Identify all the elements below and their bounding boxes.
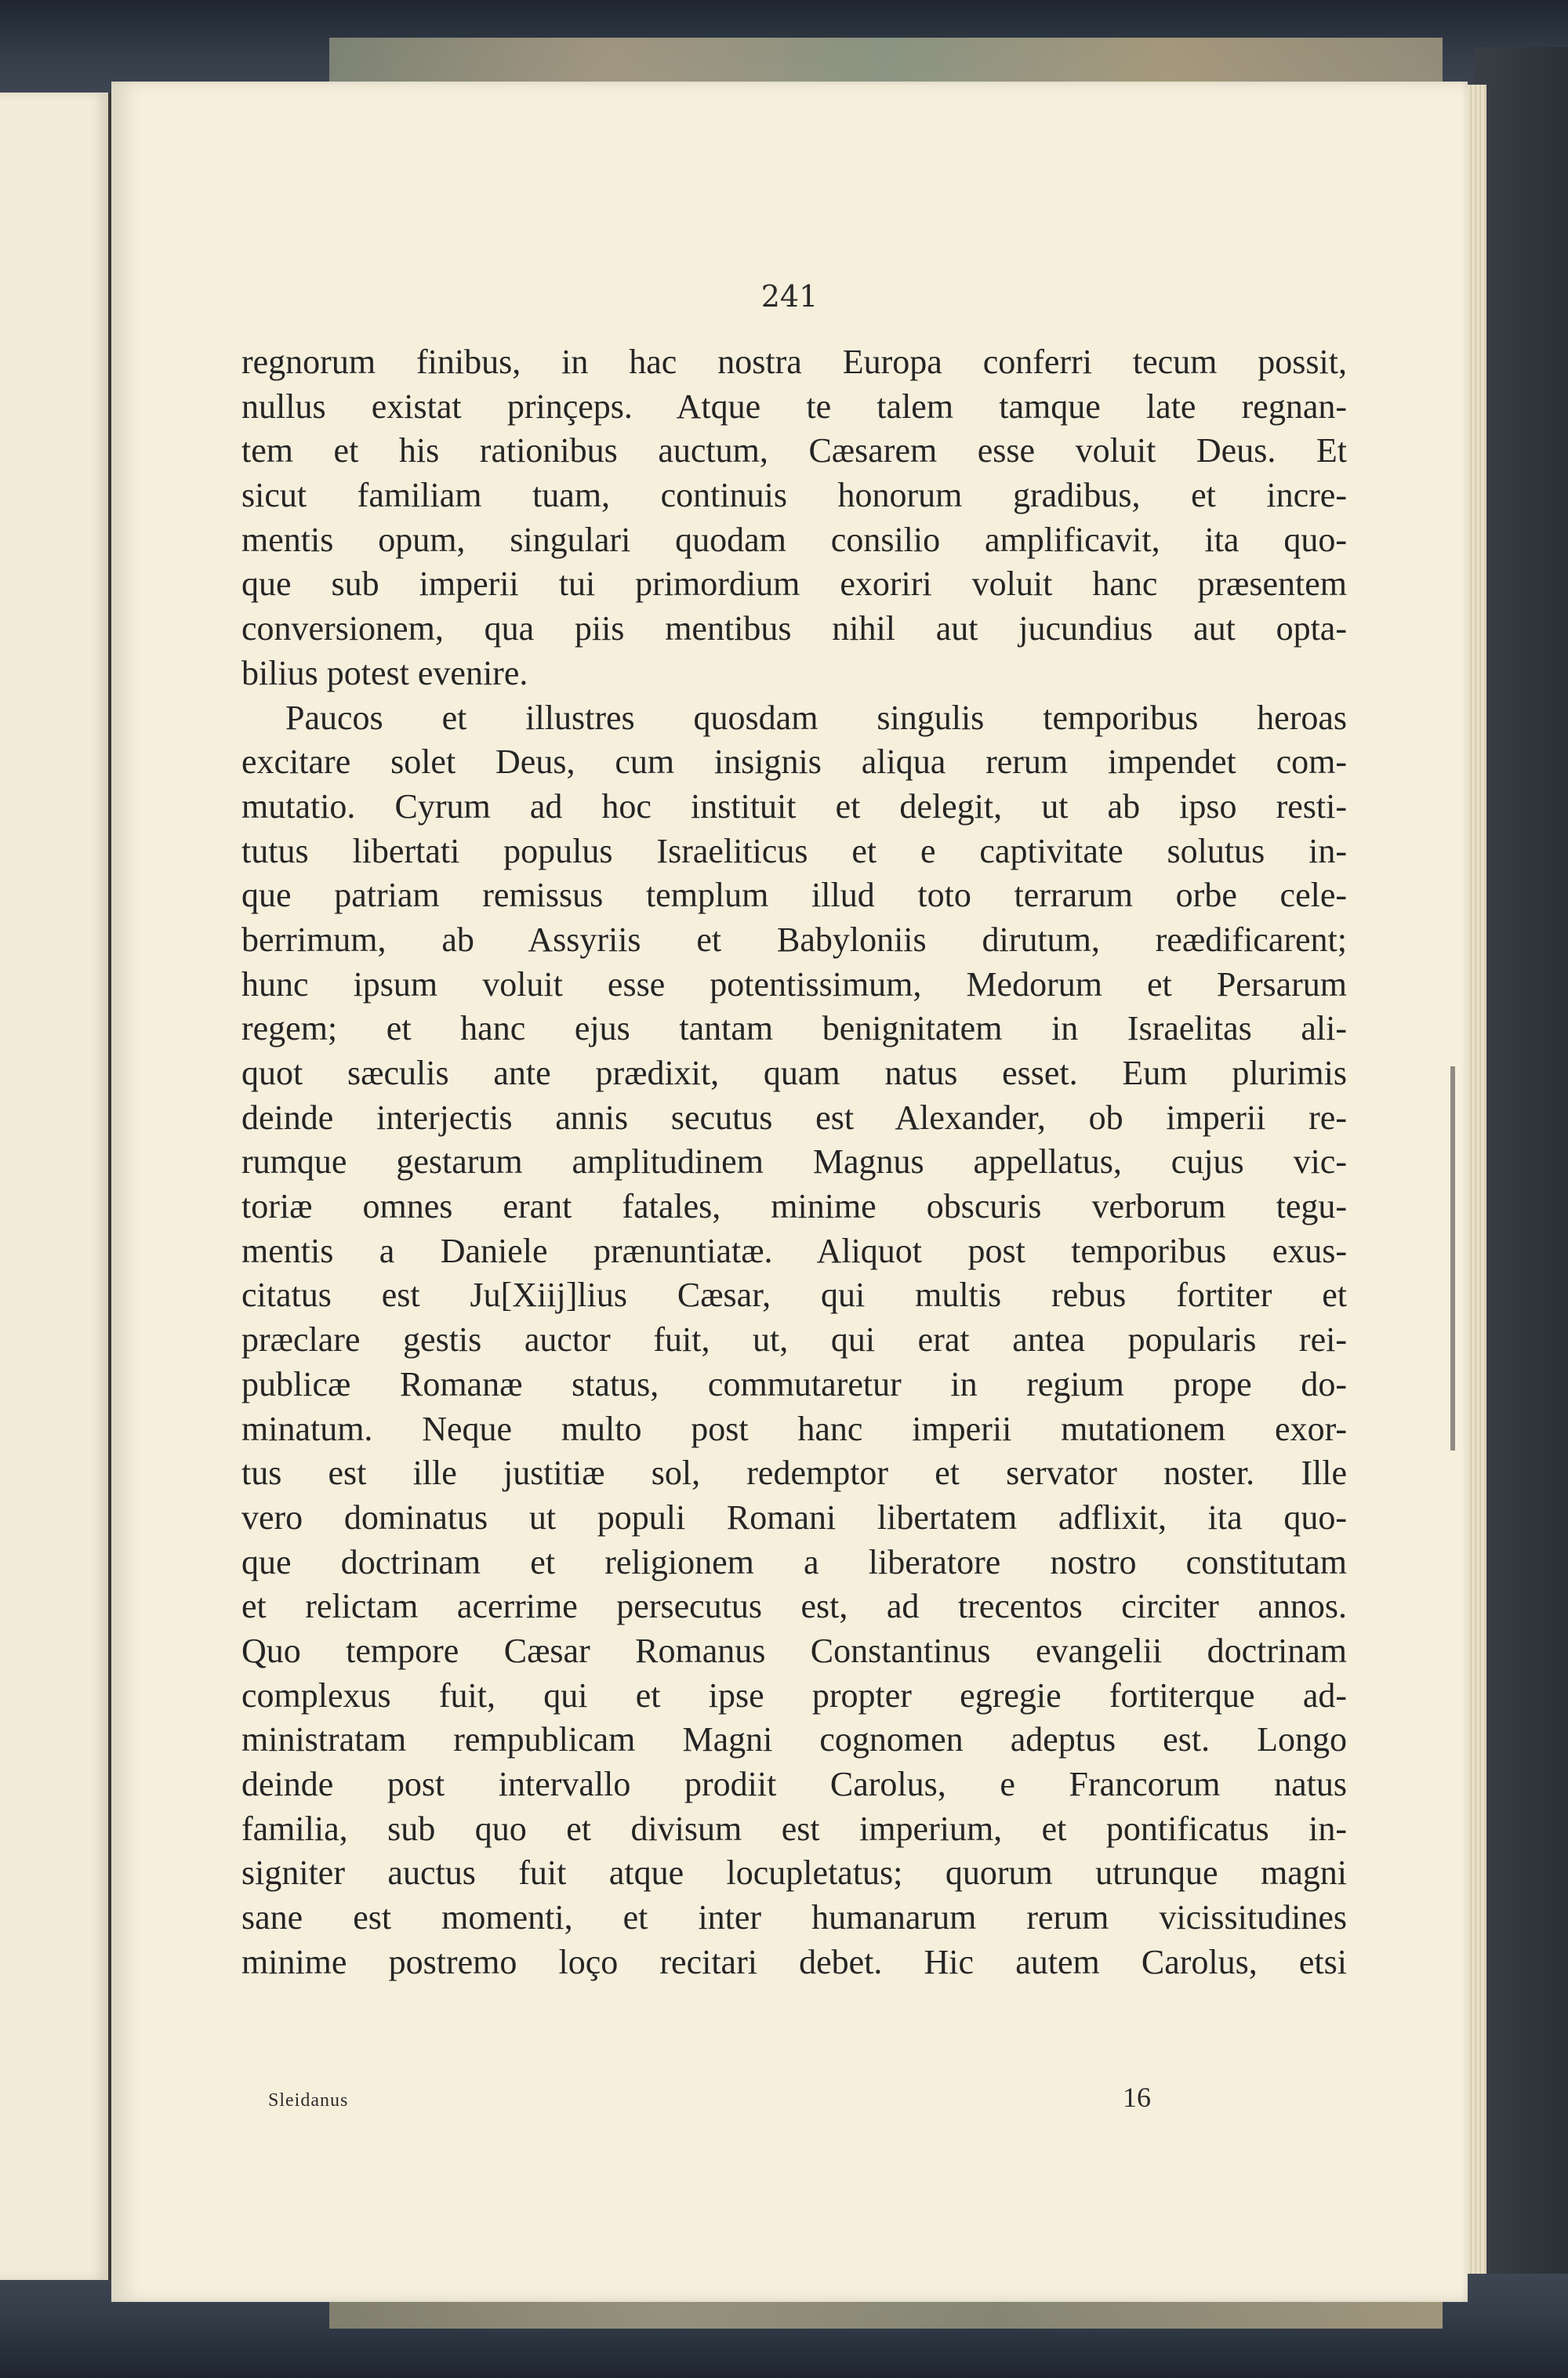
text-line: hunc ipsum voluit esse potentissimum, Medorum et Persarum: [241, 964, 1347, 1004]
signature-mark: Sleidanus: [268, 2090, 349, 2111]
text-line: regnorum finibus, in hac nostra Europa conferri tecum possit,: [241, 343, 1347, 381]
text-line: signiter auctus fuit atque locupletatus; quorum utrunque magni: [241, 1853, 1347, 1893]
book-page: [111, 82, 1468, 2302]
text-line: mutatio. Cyrum ad hoc instituit et delegit, ut ab ipso resti-: [241, 786, 1347, 826]
text-line: que sub imperii tui primordium exoriri voluit hanc præsentem: [241, 565, 1347, 604]
text-line: nullus existat prinçeps. Atque te talem tamque late regnan-: [241, 387, 1347, 426]
text-line: bilius potest evenire.: [241, 653, 528, 692]
text-line: sane est momenti, et inter humanarum rerum vicissitudines: [241, 1898, 1347, 1937]
text-line: Paucos et illustres quosdam singulis temporibus heroas: [285, 698, 1347, 737]
text-line: regem; et hanc ejus tantam benignitatem in Israelitas ali-: [241, 1009, 1347, 1048]
text-line: que doctrinam et religionem a liberatore nostro constitutam: [241, 1542, 1347, 1581]
text-line: minatum. Neque multo post hanc imperii mutationem exor-: [241, 1409, 1347, 1448]
text-line: minime postremo loço recitari debet. Hic autem Carolus, etsi: [241, 1942, 1347, 1981]
text-line: quot sæculis ante prædixit, quam natus esset. Eum plurimis: [241, 1054, 1347, 1092]
text-line: toriæ omnes erant fatales, minime obscuris verborum tegu-: [241, 1187, 1347, 1226]
text-line: deinde interjectis annis secutus est Alexander, ob imperii re-: [241, 1098, 1347, 1137]
text-line: excitare solet Deus, cum insignis aliqua rerum impendet com-: [241, 742, 1347, 782]
text-line: mentis opum, singulari quodam consilio amplificavit, ita quo-: [241, 520, 1347, 559]
text-line: et relictam acerrime persecutus est, ad trecentos circiter annos.: [241, 1587, 1347, 1626]
text-line: que patriam remissus templum illud toto terrarum orbe cele-: [241, 876, 1347, 915]
text-line: complexus fuit, qui et ipse propter egregie fortiterque ad-: [241, 1675, 1347, 1715]
text-line: citatus est Ju[Xiij]lius Cæsar, qui multis rebus fortiter et: [241, 1276, 1347, 1315]
text-line: publicæ Romanæ status, commutaretur in regium prope do-: [241, 1364, 1347, 1403]
book-board-right: [1474, 47, 1568, 2321]
body-text: [241, 340, 1347, 1984]
page-number: 241: [760, 279, 818, 314]
book-board-top: [0, 0, 1568, 94]
sheet-number: 16: [1123, 2082, 1151, 2113]
left-facing-page: [0, 93, 111, 2280]
text-line: deinde post intervallo prodiit Carolus, e Francorum natus: [241, 1765, 1347, 1803]
text-line: sicut familiam tuam, continuis honorum gradibus, et incre-: [241, 476, 1347, 515]
text-line: familia, sub quo et divisum est imperium, et pontificatus in-: [241, 1809, 1347, 1848]
text-line: vero dominatus ut populi Romani libertatem adflixit, ita quo-: [241, 1498, 1347, 1537]
text-line: tutus libertati populus Israeliticus et e captivitate solutus in-: [241, 831, 1347, 870]
text-line: berrimum, ab Assyriis et Babyloniis dirutum, reædificarent;: [241, 920, 1347, 959]
text-line: conversionem, qua piis mentibus nihil aut jucundius aut opta-: [241, 609, 1347, 648]
margin-pencil-mark: [1450, 1066, 1455, 1450]
text-line: Quo tempore Cæsar Romanus Constantinus evangelii doctrinam: [241, 1631, 1347, 1670]
text-line: tem et his rationibus auctum, Cæsarem esse voluit Deus. Et: [241, 431, 1347, 470]
text-line: præclare gestis auctor fuit, ut, qui erat antea popularis rei-: [241, 1320, 1347, 1360]
text-line: ministratam rempublicam Magni cognomen adeptus est. Longo: [241, 1720, 1347, 1759]
text-line: tus est ille justitiæ sol, redemptor et servator noster. Ille: [241, 1454, 1347, 1493]
text-line: mentis a Daniele prænuntiatæ. Aliquot post temporibus exus-: [241, 1231, 1347, 1270]
text-line: rumque gestarum amplitudinem Magnus appellatus, cujus vic-: [241, 1142, 1347, 1182]
